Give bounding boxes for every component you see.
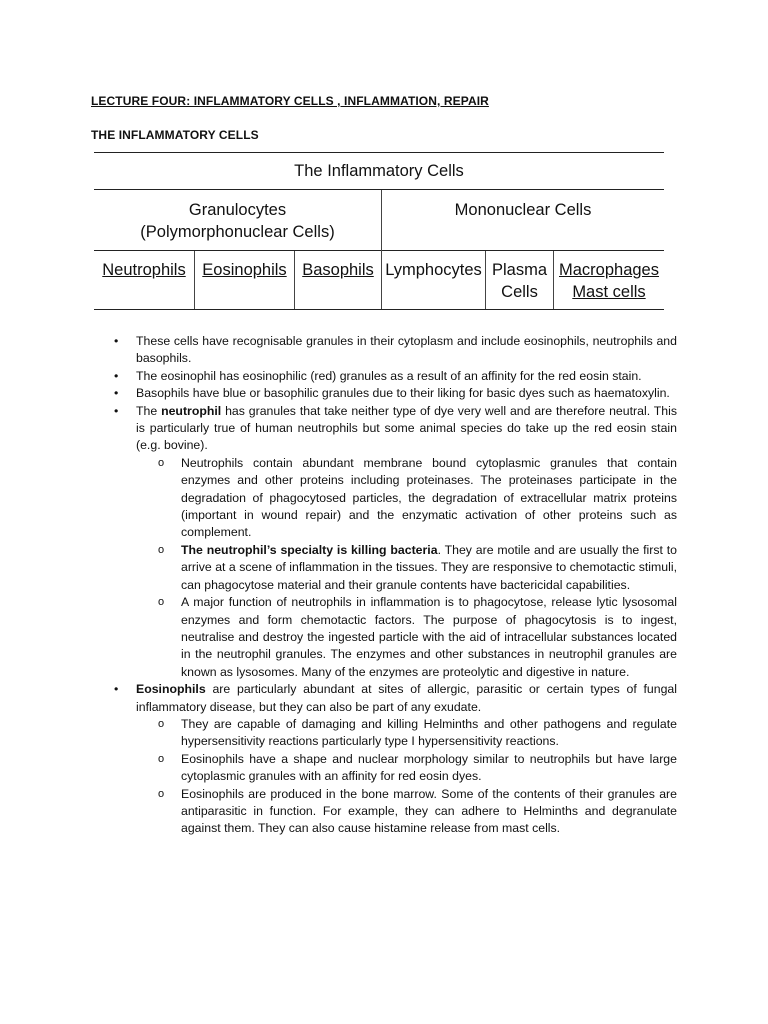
bullet-marker: • [114,368,119,383]
bullet-marker: • [114,403,119,418]
sub-bullet-text: Neutrophils contain abundant membrane bound cytoplasmic granules that contain enzymes and other proteins including proteinases. The proteinases participate in the degradation of phagocytosed particles, the degradation of extracellular matrix proteins (important in wound repair) and the enzymatic activation of other proteins such as complement. [181,455,677,540]
bullet-text: These cells have recognisable granules in their cytoplasm and include eosinophils, neutrophils and basophils. [136,334,677,366]
list-item [114,368,677,385]
bullet-text: The eosinophil has eosinophilic (red) granules as a result of an affinity for the red eosin stain. [136,368,642,383]
lecture-heading: LECTURE FOUR: INFLAMMATORY CELLS , INFLAMMATION, REPAIR [91,94,489,108]
polymorphonuclear-label: (Polymorphonuclear Cells) [140,223,335,241]
mononuclear-header: Mononuclear Cells [454,201,592,219]
plasma-cells-cell [486,259,553,303]
sub-bullet-marker: o [158,596,165,609]
sub-bullet-marker: o [158,717,165,730]
list-item [114,333,677,368]
sub-list-item [158,751,677,786]
sub-list-item [158,594,677,681]
cells-label: Cells [501,283,538,301]
bullet-marker: • [114,682,119,697]
eosinophils-term: Eosinophils [136,682,206,697]
table-bottom-rule [94,309,664,310]
neutrophil-term: neutrophil [161,403,222,418]
bullet-text: are particularly abundant at sites of allergic, parasitic or certain types of fungal inflammatory disease, but they can also be part of any exudate. [136,682,677,714]
bullet-text-pre: The [136,403,162,418]
sub-bullet-marker: o [158,543,165,556]
killing-bacteria-term: The neutrophil’s specialty is killing bacteria [181,542,438,557]
granulocytes-label: Granulocytes [188,201,287,219]
sub-bullet-text: Eosinophils have a shape and nuclear morphology similar to neutrophils but have large cytoplasmic granules with an affinity for red eosin dyes. [181,751,677,784]
bullet-content [0,333,768,838]
neutrophils-cell: Neutrophils [102,261,186,279]
list-item [114,385,677,402]
table-rule-2 [94,250,664,251]
main-bullet-list [0,333,768,838]
sub-bullet-text: A major function of neutrophils in inflammation is to phagocytose, release lytic lysosomal enzymes and form chemotactic factors. The purpose of phagocytosis is to ingest, neutralise and destroy the ingested particle with the aid of intracellular substances located in the neutrophil granules. The enzymes and other substances in neutrophil granules are known as lysosomes. Many of the enzymes are proteolytic and digestive in nature. [181,595,677,679]
eosinophil-sub-list [136,716,677,838]
bullet-marker: • [114,334,119,348]
table-rule-1 [94,189,664,190]
lymphocytes-cell: Lymphocytes [385,261,482,279]
table-top-rule [94,152,664,153]
sub-bullet-marker: o [158,752,165,765]
bullet-text-post: has granules that take neither type of dye very well and are therefore neutral. This is particularly true of human neutrophils but some animal species do take up the red eosin stain (e.g. bovine). [136,403,677,453]
sub-list-item [158,455,677,542]
list-item [114,403,677,682]
sub-bullet-marker: o [158,787,165,800]
inflammatory-cells-table [94,152,664,301]
neutrophil-sub-list [136,455,677,681]
sub-bullet-marker: o [158,456,165,469]
sub-bullet-text: Eosinophils are produced in the bone marrow. Some of the contents of their granules are antiparasitic in function. For example, they can adhere to Helminths and degranulate against them. They can also cause histamine release from mast cells. [181,786,677,836]
bullet-text: Basophils have blue or basophilic granules due to their liking for basic dyes such as haematoxylin. [136,386,670,401]
sub-list-item [158,542,677,594]
sub-bullet-text: They are capable of damaging and killing Helminths and other pathogens and regulate hypersensitivity reactions particularly type I hypersensitivity reactions. [181,716,677,749]
macrophages-mast-cell [554,259,664,303]
plasma-label: Plasma [491,261,548,279]
table-title: The Inflammatory Cells [294,162,464,180]
section-heading: THE INFLAMMATORY CELLS [91,128,259,142]
sub-list-item [158,786,677,838]
macrophages-label: Macrophages [559,261,659,279]
mast-cells-label: Mast cells [572,283,646,301]
granulocytes-header [94,199,381,243]
list-item [114,681,677,838]
sub-bullet-text: . They are motile and are usually the first to arrive at a scene of inflammation in the tissues. They are responsive to chemotactic stimuli, can phagocytose material and their granule contents have bactericidal capabilities. [181,542,677,592]
basophils-cell: Basophils [302,261,374,279]
bullet-marker: • [114,386,119,401]
eosinophils-cell: Eosinophils [202,261,287,279]
sub-list-item [158,716,677,751]
